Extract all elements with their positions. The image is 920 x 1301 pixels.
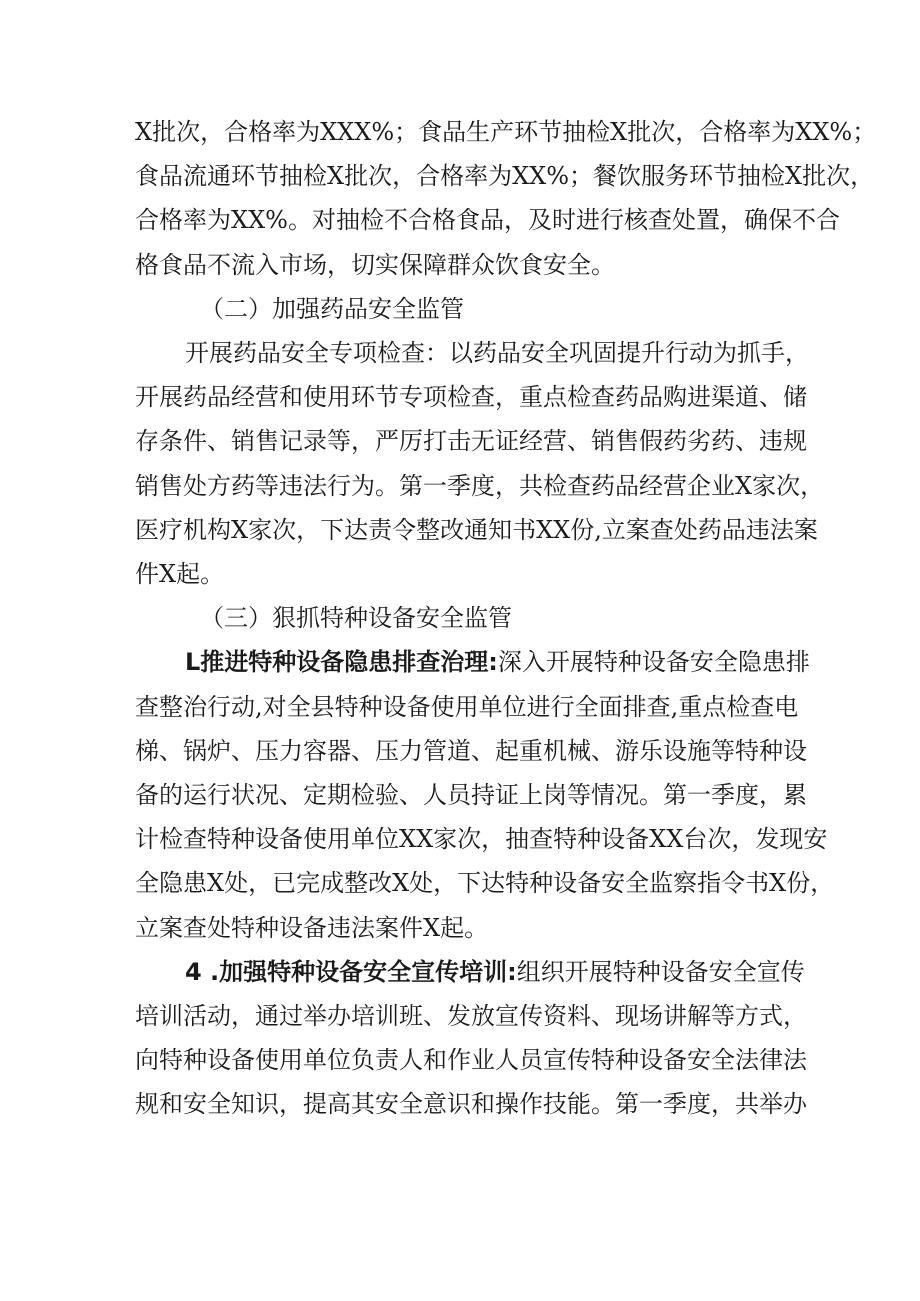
text-line: 格食品不流入市场，切实保障群众饮食安全。 bbox=[135, 250, 615, 279]
equipment-hazard-paragraph bbox=[135, 640, 835, 949]
text-line: 存条件、销售记录等，严厉打击无证经营、销售假药劣药、违规 bbox=[135, 427, 807, 456]
text-line: 医疗机构X家次，下达责令整改通知书XX份,立案查处药品违法案 bbox=[135, 515, 818, 544]
drug-inspection-paragraph bbox=[135, 331, 825, 596]
text-line: 全隐患X处，已完成整改X处，下达特种设备安全监察指令书X份， bbox=[135, 869, 835, 898]
text-line: 开展药品经营和使用环节专项检查，重点检查药品购进渠道、储 bbox=[135, 383, 807, 412]
text-line: 件X起。 bbox=[135, 560, 225, 589]
item-title: 4 .加强特种设备安全宣传培训: bbox=[185, 957, 517, 986]
item-title: L推进特种设备隐患排查治理: bbox=[185, 648, 498, 677]
equipment-training-paragraph bbox=[135, 950, 807, 1127]
text-line: 计检查特种设备使用单位XX家次，抽查特种设备XX台次，发现安 bbox=[135, 825, 828, 854]
item-text: 组织开展特种设备安全宣传 bbox=[516, 957, 805, 986]
section-heading-drug: （二）加强药品安全监管 bbox=[200, 294, 464, 323]
text-line bbox=[135, 950, 805, 994]
text-line: 销售处方药等违法行为。第一季度，共检查药品经营企业X家次， bbox=[135, 471, 825, 500]
text-line: 规和安全知识，提高其安全意识和操作技能。第一季度，共举办 bbox=[135, 1090, 807, 1119]
text-line bbox=[135, 640, 810, 684]
section-heading-equipment: （三）狠抓特种设备安全监管 bbox=[200, 604, 512, 633]
text-line: 合格率为XX%。对抽检不合格食品，及时进行核查处置，确保不合 bbox=[135, 206, 840, 235]
text-line: 立案查处特种设备违法案件X起。 bbox=[135, 913, 489, 942]
item-text: 深入开展特种设备安全隐患排 bbox=[497, 648, 810, 677]
text-line: 向特种设备使用单位负责人和作业人员宣传特种设备安全法律法 bbox=[135, 1046, 807, 1075]
text-line: X批次，合格率为XXX%；食品生产环节抽检X批次，合格率为XX%； bbox=[135, 118, 877, 146]
text-line: 梯、锅炉、压力容器、压力管道、起重机械、游乐设施等特种设 bbox=[135, 736, 807, 765]
text-line: 备的运行状况、定期检验、人员持证上岗等情况。第一季度，累 bbox=[135, 781, 807, 810]
document-page bbox=[135, 110, 877, 1127]
food-sampling-paragraph bbox=[135, 110, 877, 287]
text-line: 开展药品安全专项检查：以药品安全巩固提升行动为抓手， bbox=[185, 339, 809, 368]
text-line: 查整治行动,对全县特种设备使用单位进行全面排查,重点检查电 bbox=[135, 692, 799, 721]
text-line: 培训活动，通过举办培训班、发放宣传资料、现场讲解等方式， bbox=[135, 1002, 807, 1031]
text-line: 食品流通环节抽检X批次，合格率为XX%；餐饮服务环节抽检X批次， bbox=[135, 162, 875, 191]
